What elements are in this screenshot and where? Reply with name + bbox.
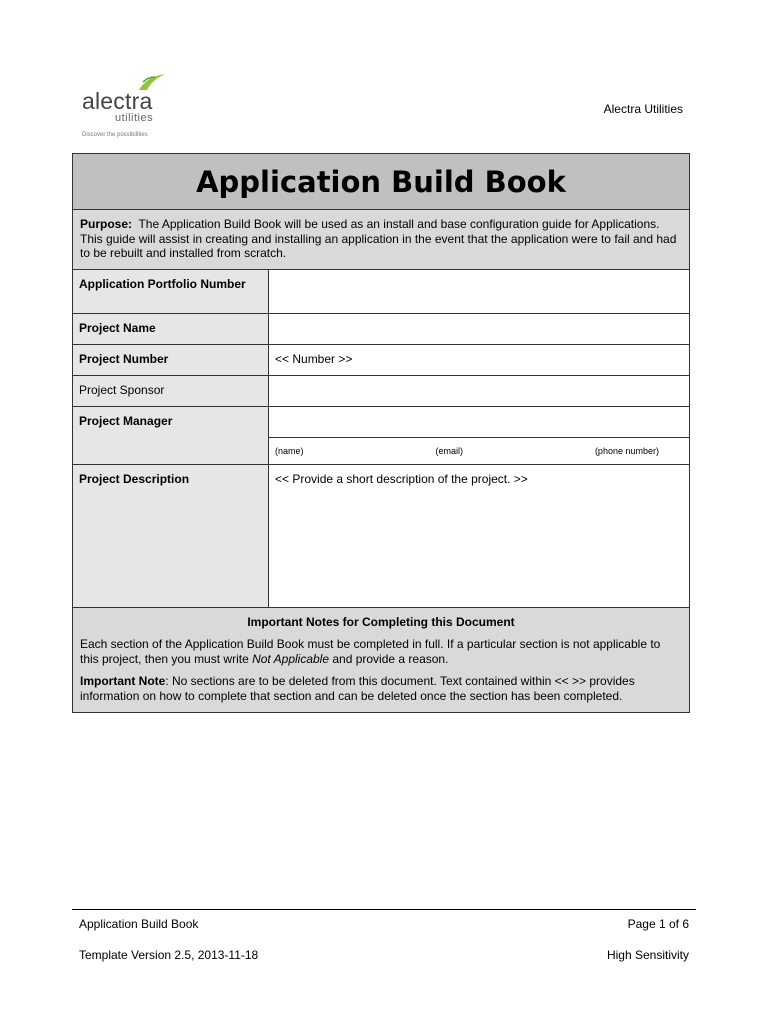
notes-p1-before: Each section of the Application Build Book must be completed in full. If a particular section is not applicable to this project, then you must write [80,637,661,666]
portfolio-value[interactable] [269,269,690,313]
project-name-value[interactable] [269,313,690,344]
manager-name-hint: (name) [275,445,304,456]
description-value[interactable]: << Provide a short description of the project. >> [269,464,690,607]
logo-wordmark: alectra [82,88,153,114]
purpose-section [73,210,690,270]
project-name-label-cell [73,313,269,344]
document-title: Application Build Book [196,164,566,199]
notes-p2-bold: Important Note [80,674,166,688]
manager-value[interactable] [269,406,690,437]
manager-label: Project Manager [79,413,173,428]
description-label-cell [73,464,269,607]
important-notes-section [73,607,690,713]
notes-paragraph-1 [80,637,682,666]
description-label: Project Description [79,471,190,486]
sponsor-label: Project Sponsor [79,382,165,397]
project-number-label: Project Number [79,351,169,366]
title-cell [73,154,690,210]
alectra-logo [82,74,172,144]
portfolio-label-cell [73,269,269,313]
manager-subfields [269,437,690,464]
manager-label-cell [73,406,269,464]
project-number-value[interactable]: << Number >> [269,344,690,375]
footer-doc-title: Application Build Book [79,917,199,931]
notes-paragraph-2 [80,674,682,703]
company-name: Alectra Utilities [603,102,683,116]
manager-email-hint: (email) [435,445,463,456]
logo-subtitle: utilities [115,112,154,124]
purpose-text: The Application Build Book will be used as an install and base configuration guide for Applications. This guide will assist in creating and installing an application in the event that the application were to fail and had to be rebuilt and installed from scratch. [80,217,677,260]
sponsor-label-cell [73,375,269,406]
footer-page-number: Page 1 of 6 [627,917,689,931]
build-book-form [72,153,690,713]
logo-tagline: Discover the possibilities [82,132,148,138]
manager-phone-hint: (phone number) [594,445,659,456]
notes-p1-after: and provide a reason. [329,651,449,666]
project-name-label: Project Name [79,320,156,335]
notes-p1-italic: Not Applicable [252,651,330,666]
notes-title: Important Notes for Completing this Document [247,614,515,629]
portfolio-label: Application Portfolio Number [79,276,246,291]
footer-sensitivity: High Sensitivity [606,948,689,962]
purpose-label: Purpose: [80,217,133,231]
sponsor-value[interactable] [269,375,690,406]
footer-divider [72,909,696,910]
project-number-label-cell [73,344,269,375]
footer-template-version: Template Version 2.5, 2013-11-18 [79,948,259,962]
notes-p2-text: : No sections are to be deleted from this document. Text contained within << >> provides information on how to complete that section and can be deleted once the section has been completed. [80,674,635,703]
